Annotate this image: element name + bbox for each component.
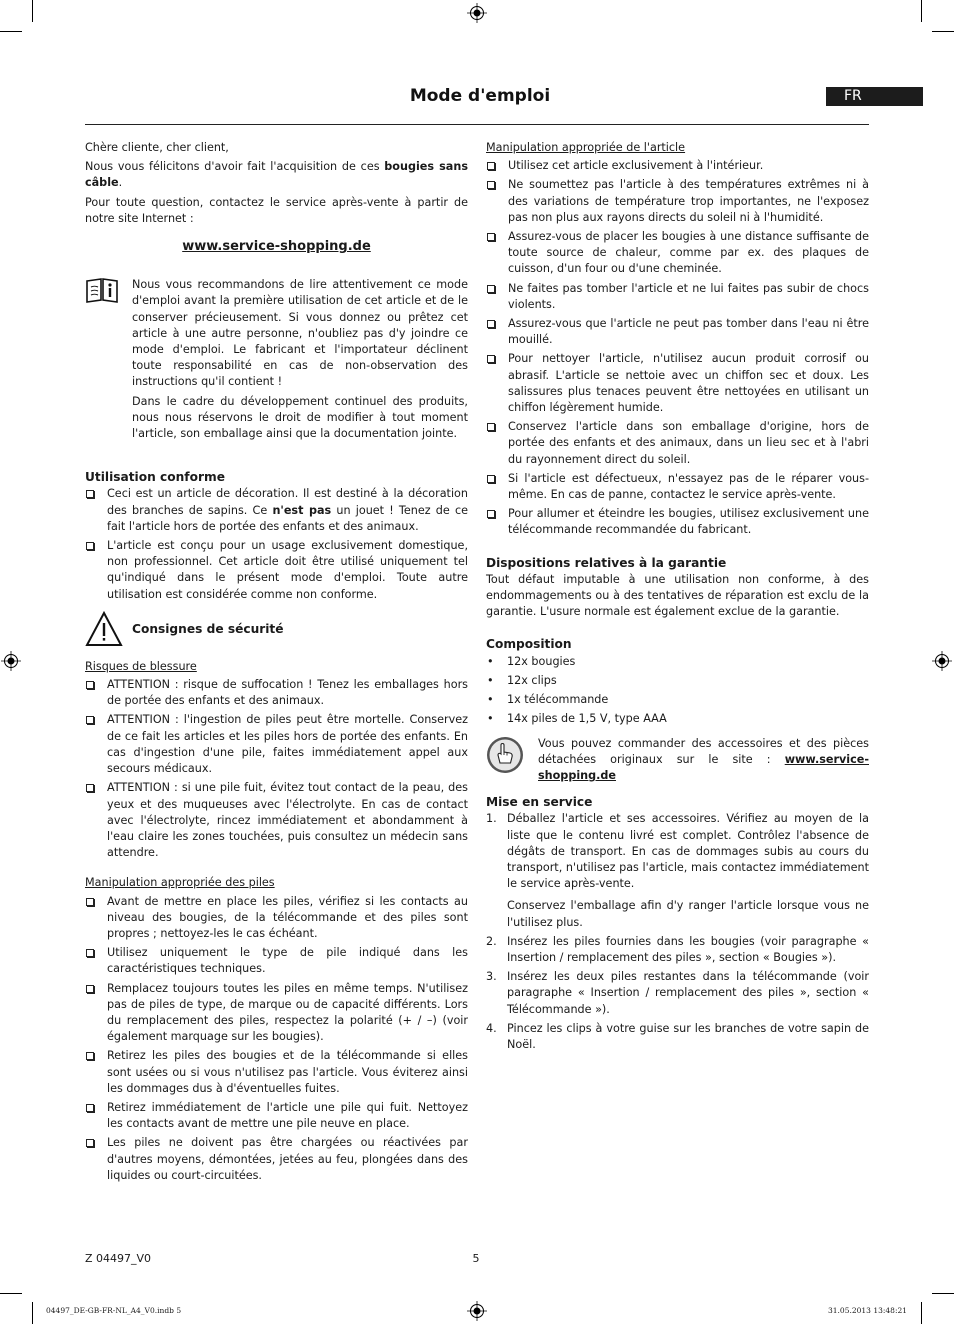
injury-list <box>85 677 468 861</box>
list-item: Les piles ne doivent pas être chargées ou réactivées par d'autres moyens, démontées, jetées au feu, plongées dans des liquides ou court-circuitées. <box>85 1135 468 1184</box>
step-note: Conservez l'emballage afin d'y ranger l'article lorsque vous ne l'utilisez plus. <box>507 899 869 929</box>
use-list <box>85 486 468 602</box>
composition-list <box>486 654 869 728</box>
right-column <box>486 140 869 1056</box>
setup-steps <box>486 811 869 1053</box>
list-item: Utilisez uniquement le type de pile indiqué dans les caractéristiques techniques. <box>85 945 468 977</box>
section-heading-safety: Consignes de sécurité <box>132 621 284 636</box>
registration-mark-icon <box>467 3 487 23</box>
registration-mark-icon <box>932 651 952 671</box>
left-column <box>85 140 468 1187</box>
list-item: Si l'article est défectueux, n'essayez pas de le réparer vous-même. En cas de panne, contactez le service après-vente. <box>486 471 869 503</box>
list-item: • 14x piles de 1,5 V, type AAA <box>486 711 869 727</box>
accessories-notice <box>486 736 869 785</box>
manual-info-icon <box>85 277 119 303</box>
list-item: Assurez-vous de placer les bougies à une distance suffisante de toute source de chaleur, comme par ex. des plaques de cuisson, d'un four ou d'une cheminée. <box>486 229 869 278</box>
list-item: Retirez les piles des bougies et de la télécommande si elles sont usées ou si vous n'utilisez pas l'article. Vous éviterez ainsi les dommages dus à d'éventuelles fuites. <box>85 1048 468 1097</box>
crop-mark <box>32 1302 33 1324</box>
list-item: • 12x bougies <box>486 654 869 670</box>
print-slug-date: 31.05.2013 13:48:21 <box>828 1306 908 1315</box>
list-item: Pour allumer et éteindre les bougies, utilisez exclusivement une télécommande recommandée du fabricant. <box>486 506 869 538</box>
manual-notice <box>85 277 468 445</box>
section-heading-warranty: Dispositions relatives à la garantie <box>486 555 727 570</box>
crop-mark <box>32 0 33 22</box>
crop-mark <box>0 31 22 32</box>
list-item: ATTENTION : risque de suffocation ! Tenez les emballages hors de portée des enfants et des animaux. <box>85 677 468 709</box>
list-item: Utilisez cet article exclusivement à l'intérieur. <box>486 158 869 174</box>
page-number: 5 <box>472 1252 480 1265</box>
registration-mark-icon <box>1 651 21 671</box>
warning-triangle-icon <box>85 611 123 647</box>
step-item: 1. Déballez l'article et ses accessoires. Vérifiez au moyen de la liste que le contenu livré est complet. Contrôlez l'absence de dégâts de transport. En cas de dommages subis au cours du transport, n'utilisez pas l'article, mais contactez immédiatement le service après-vente. Conservez l'emballage afin d'y ranger l'article lorsque vous ne l'utilisez plus. <box>486 811 869 930</box>
header-divider <box>85 124 869 125</box>
subheading-batteries: Manipulation appropriée des piles <box>85 876 275 890</box>
step-item: 2. Insérez les piles fournies dans les bougies (voir paragraphe « Insertion / remplacement des piles », section « Bougies »). <box>486 934 869 964</box>
step-item: 4. Pincez les clips à votre guise sur les branches de votre sapin de Noël. <box>486 1021 869 1051</box>
crop-mark <box>921 1302 922 1324</box>
warranty-text: Tout défaut imputable à une utilisation non conforme, à des endommagements ou à des tentatives de réparation est exclu de la garantie. L'usure normale est également exclue de la garantie. <box>486 572 869 619</box>
crop-mark <box>0 1293 22 1294</box>
page-title: Mode d'emploi <box>409 86 551 106</box>
handling-list <box>486 158 869 538</box>
registration-mark-icon <box>467 1301 487 1321</box>
list-item: ATTENTION : l'ingestion de piles peut être mortelle. Conservez de ce fait les articles et les piles hors de portée des enfants. En cas d'ingestion d'une pile, faites immédiatement appel aux secours médicaux. <box>85 712 468 777</box>
crop-mark <box>932 1293 954 1294</box>
list-item: Assurez-vous que l'article ne peut pas tomber dans l'eau ni être mouillé. <box>486 316 869 348</box>
document-code: Z 04497_V0 <box>85 1252 152 1265</box>
crop-mark <box>921 0 922 22</box>
list-item: Ceci est un article de décoration. Il est destiné à la décoration des branches de sapins. Ce n'est pas un jouet ! Tenez de ce fait l'article hors de portée des enfants et des animaux. <box>85 486 468 535</box>
subheading-handling: Manipulation appropriée de l'article <box>486 141 686 154</box>
list-item: Ne soumettez pas l'article à des températures extrêmes ni à des variations de température trop importantes, ne l'exposez pas non plus aux rayons directs du soleil ni à l'humidité. <box>486 177 869 226</box>
battery-list <box>85 894 468 1184</box>
service-url-link[interactable]: www.service-shopping.de <box>538 752 869 782</box>
section-heading-composition: Composition <box>486 637 572 652</box>
service-url-link[interactable]: www.service-shopping.de <box>182 239 371 255</box>
accessories-text: Vous pouvez commander des accessoires et des pièces détachées originaux sur le site : www.service-shopping.de <box>538 736 869 782</box>
step-item: 3. Insérez les deux piles restantes dans la télécommande (voir paragraphe « Insertion / remplacement des piles », section « Télécommande »). <box>486 970 869 1016</box>
safety-heading-row <box>85 611 468 647</box>
list-item: • 1x télécommande <box>486 692 869 708</box>
crop-mark <box>932 31 954 32</box>
list-item: Remplacez toujours toutes les piles en même temps. N'utilisez pas de piles de type, de marque ou de capacité différents. Lors du remplacement des piles, respectez la polarité (+ / –) (voir également marquage sur les bougies). <box>85 981 468 1046</box>
pointing-hand-icon <box>486 736 524 774</box>
manual-note: Dans le cadre du développement continuel des produits, nous nous réservons le droit de modifier à tout moment l'article, son emballage ainsi que la documentation jointe. <box>132 394 468 441</box>
congrats-paragraph: Nous vous félicitons d'avoir fait l'acquisition de ces bougies sans câble. <box>85 160 468 190</box>
list-item: • 12x clips <box>486 673 869 689</box>
subheading-injury: Risques de blessure <box>85 659 197 673</box>
language-badge: FR <box>826 87 923 106</box>
list-item: ATTENTION : si une pile fuit, évitez tout contact de la peau, des yeux et des muqueuses avec l'électrolyte. En cas de contact avec l'électrolyte, rincez immédiatement et abondamment à l'eau claire les zones touchées, puis consultez un médecin sans attendre. <box>85 780 468 861</box>
list-item: Ne faites pas tomber l'article et ne lui faites pas subir de chocs violents. <box>486 281 869 313</box>
list-item: Retirez immédiatement de l'article une pile qui fuit. Nettoyez les contacts avant de mettre une pile neuve en place. <box>85 1100 468 1132</box>
contact-paragraph: Pour toute question, contactez le service après-vente à partir de notre site Internet : <box>85 195 468 225</box>
section-heading-use: Utilisation conforme <box>85 470 225 485</box>
manual-note: Nous vous recommandons de lire attentivement ce mode d'emploi avant la première utilisation de cet article et de le conserver précieusement. Si vous donnez ou prêtez cet article à une autre personne, n'oubliez pas d'y joindre ce mode d'emploi. Le fabricant et l'importateur déclinent toute responsabilité en cas de non-observation des instructions qu'il contient ! <box>132 278 468 389</box>
list-item: Conservez l'article dans son emballage d'origine, hors de portée des enfants et des animaux, dans un lieu sec et à l'abri du rayonnement direct du soleil. <box>486 419 869 468</box>
list-item: L'article est conçu pour un usage exclusivement domestique, non professionnel. Cet article doit être utilisé uniquement tel qu'indiqué dans le présent mode d'emploi. Toute autre utilisation est considérée comme non conforme. <box>85 538 468 603</box>
list-item: Pour nettoyer l'article, n'utilisez aucun produit corrosif ou abrasif. L'article se nettoie avec un chiffon sec et doux. Les salissures plus tenaces peuvent être nettoyées en utilisant un chiffon légèrement humide. <box>486 351 869 416</box>
list-item: Avant de mettre en place les piles, vérifiez si les contacts au niveau des bougies, de la télécommande et des piles sont propres ; nettoyez-les le cas échéant. <box>85 894 468 943</box>
section-heading-setup: Mise en service <box>486 795 593 810</box>
greeting: Chère cliente, cher client, <box>85 141 229 154</box>
print-slug-file: 04497_DE-GB-FR-NL_A4_V0.indb 5 <box>46 1306 182 1315</box>
